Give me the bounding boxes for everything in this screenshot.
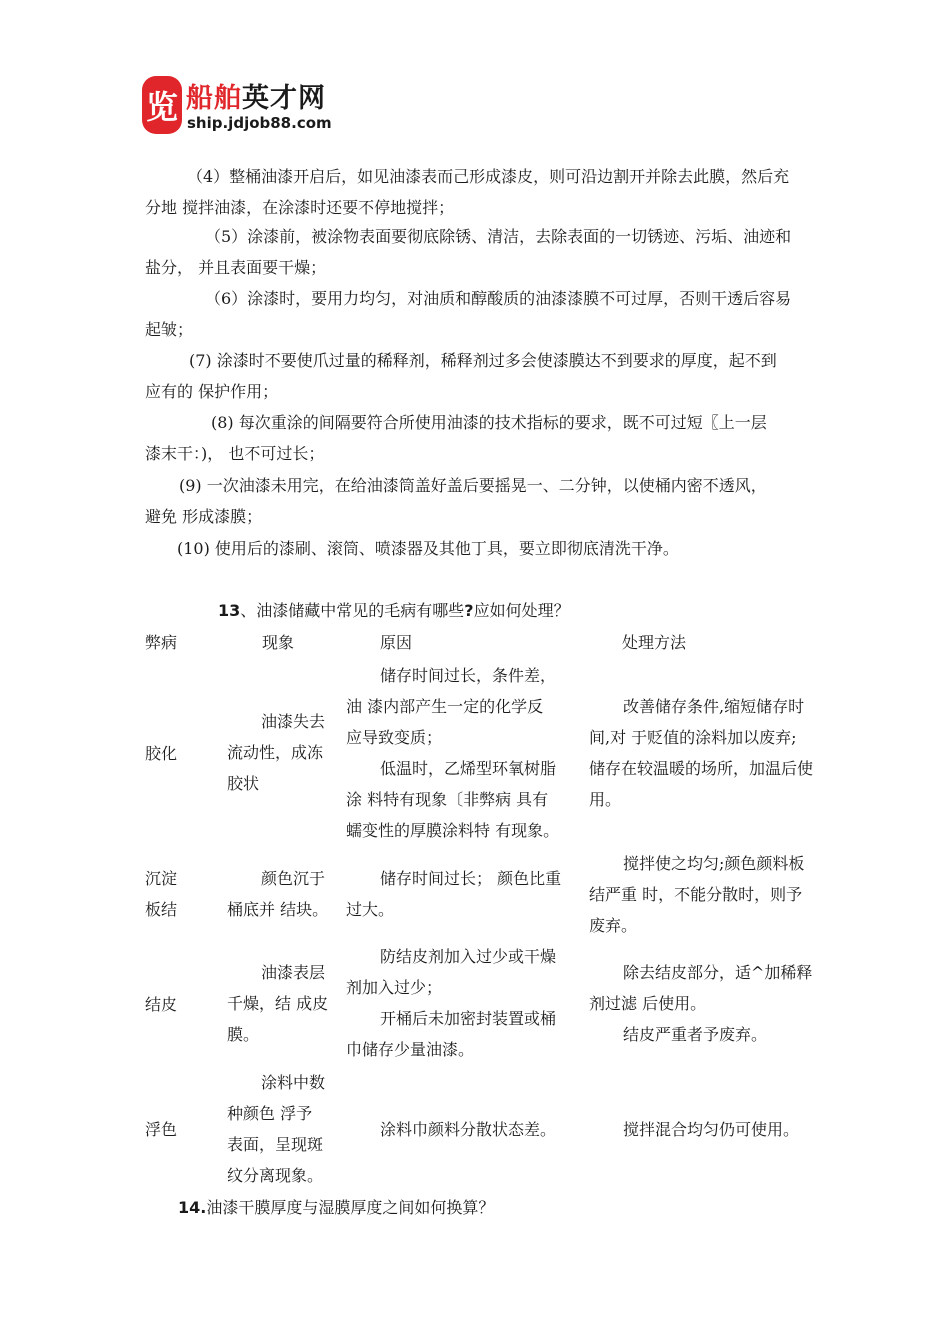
item-9-line1: (9) 一次油漆未用完，在给油漆筒盖好盖后要摇晃一、二分钟，以使桶内密不透风， [179,476,767,495]
table-row-1-cause-line: 油 漆内部产生一定的化学反 [346,697,544,716]
table-row-3-phenomenon-line: 膜。 [227,1025,260,1044]
question-14-title [178,1195,494,1218]
item-10-line1: (10) 使用后的漆刷、滚筒、喷漆器及其他丁具，要立即彻底清洗干净。 [177,539,679,558]
item-6 [145,283,815,345]
table-row-4-name: 浮色 [145,1120,178,1139]
logo-name-red: 船舶 [186,83,242,114]
table-row-1-treatment-line: 间,对 于贬值的涂料加以废弃; [589,728,797,747]
table-row-1-treatment-line: 储存在较温暖的场所，加温后使 [589,759,814,778]
table-row-2-name: 沉淀 板结 [145,869,178,919]
table-row-1-phenomenon [227,706,337,799]
item-5-line2: 盐分， 并且表面要干燥； [145,258,327,277]
item-9-line2: 避免 形成漆膜； [145,507,263,526]
question-13-text: 、油漆储藏中常见的毛病有哪些 [240,601,465,620]
table-row-2-cause [346,863,586,925]
item-6-line2: 起皱； [145,320,194,339]
table-row-2-treatment [589,848,824,941]
table-row-2-phenomenon [227,863,337,925]
table-row-3-phenomenon [227,957,337,1050]
question-13-mark: ? [464,601,474,620]
table-row-2-treatment-line: 搅拌使之均匀;颜色颜料板 [623,854,805,873]
item-6-line1: （6）涂漆时，要用力均匀，对油质和醇酸质的油漆漆膜不可过厚，否则干透后容易 [205,289,792,308]
table-row-1-phenomenon-line: 流动性，成冻 [227,743,324,762]
table-header-defect: 弊病 [145,633,178,652]
table-header-treatment: 处理方法 [622,633,687,652]
question-13-title [218,598,570,621]
table-row-3-cause [346,941,586,1065]
table-row-3-treatment-line: 除去结皮部分，适^加稀释 [623,963,813,982]
item-4 [145,161,815,223]
table-row-3-phenomenon-line: 千燥，结 成皮 [227,994,329,1013]
table-row-1-treatment-line: 改善储存条件,缩短储存时 [623,697,805,716]
item-8-line2: 漆末干：)， 也不可过长； [145,444,325,463]
item-4-line1: （4）整桶油漆开启后，如见油漆表而己形成漆皮，则可沿边割开并除去此膜，然后充 [187,167,790,186]
table-row-3-cause-line: 巾储存少量油漆。 [346,1040,475,1059]
table-row-3-treatment [589,957,824,1050]
question-14-number: 14. [178,1198,207,1217]
table-row-3-cause-line: 开桶后未加密封装置或桶 [380,1009,557,1028]
logo-url: ship.jdjob88.com [187,114,332,132]
table-row-4-phenomenon-line: 种颜色 浮予 [227,1104,313,1123]
table-row-3-phenomenon-line: 油漆表层 [261,963,326,982]
table-row-4-phenomenon [227,1067,342,1191]
table-row-2-cause-line: 过大。 [346,900,395,919]
table-row-1-treatment [589,691,824,815]
item-8 [145,407,815,469]
logo-glyph: 览 [145,88,179,126]
table-row-1-cause-line: 低温时，乙烯型环氧树脂 [380,759,557,778]
item-7 [145,345,815,407]
table-row-1-cause-line: 应导致变质； [346,728,443,747]
table-row-3-treatment-line: 剂过滤 后使用。 [589,994,707,1013]
question-14-text: 油漆干膜厚度与湿膜厚度之间如何换算？ [206,1198,495,1217]
table-row-3-cause-line: 剂加入过少； [346,978,443,997]
item-7-line2: 应有的 保护作用； [145,382,279,401]
logo-name [186,76,326,115]
table-row-4-treatment-line: 搅拌混合均匀仍可使用。 [623,1120,800,1139]
table-row-1-cause [346,660,586,846]
table-row-1-phenomenon-line: 油漆失去 [261,712,326,731]
table-header-phenomenon: 现象 [262,633,295,652]
table-row-1-name: 胶化 [145,744,178,763]
table-row-3-cause-line: 防结皮剂加入过少或干燥 [380,947,557,966]
logo-mark-icon [140,74,184,136]
table-row-4-cause-line: 涂料巾颜料分散状态差。 [380,1120,557,1139]
table-row-2-treatment-line: 结严重 时，不能分散时，则予 [589,885,803,904]
question-13-number: 13 [218,601,241,620]
table-row-2-phenomenon-line: 颜色沉于 [261,869,326,888]
table-row-1-cause-line: 储存时间过长，条件差， [380,666,557,685]
table-row-4-cause [346,1114,586,1145]
question-13-tail: 应如何处理？ [473,601,570,620]
table-row-1-treatment-line: 用。 [589,790,622,809]
item-9 [145,470,815,532]
table-row-4-phenomenon-line: 涂料中数 [261,1073,326,1092]
item-10 [145,533,815,564]
table-row-3-name: 结皮 [145,995,178,1014]
item-5 [145,221,815,283]
table-header-cause: 原因 [380,633,413,652]
table-row-1-cause-line: 蠕变性的厚膜涂料特 有现象。 [346,821,560,840]
site-logo [140,72,380,142]
table-row-3-treatment-line: 结皮严重者予废弃。 [623,1025,768,1044]
item-8-line1: (8) 每次重涂的间隔要符合所使用油漆的技术指标的要求，既不可过短〖上一层 [211,413,767,432]
table-row-4-phenomenon-line: 纹分离现象。 [227,1166,324,1185]
table-row-2-phenomenon-line: 桶底并 结块。 [227,900,329,919]
table-row-2-treatment-line: 废弃。 [589,916,638,935]
item-5-line1: （5）涂漆前，被涂物表面要彻底除锈、清洁，去除表面的一切锈迹、污垢、油迹和 [205,227,792,246]
item-4-line2: 分地 搅拌油漆，在涂漆时还要不停地搅拌； [145,198,455,217]
table-row-1-cause-line: 涂 料特有现象〔非弊病 具有 [346,790,549,809]
table-row-4-phenomenon-line: 表面，呈现斑 [227,1135,324,1154]
table-row-4-treatment [589,1114,824,1145]
table-row-1-phenomenon-line: 胶状 [227,774,260,793]
logo-name-black: 英才网 [242,83,326,114]
table-row-2-cause-line: 储存时间过长； 颜色比重 [380,869,562,888]
item-7-line1: (7) 涂漆时不要使爪过量的稀释剂，稀释剂过多会使漆膜达不到要求的厚度，起不到 [189,351,777,370]
